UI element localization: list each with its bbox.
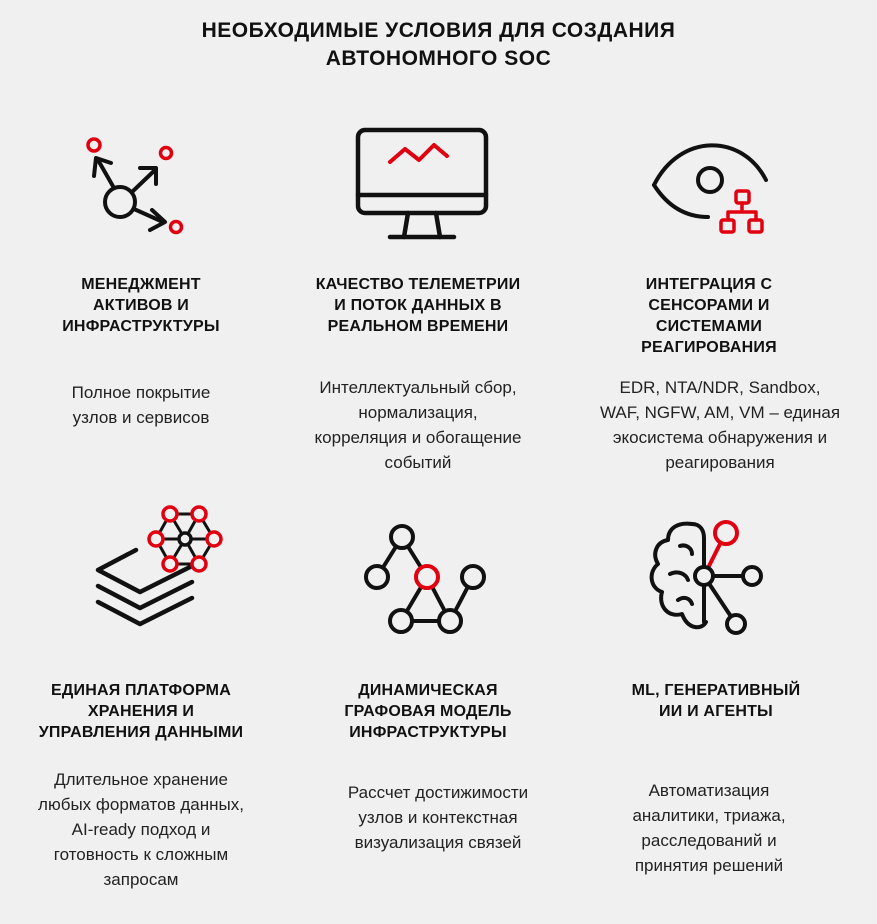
asset-arrows-icon [70,130,200,245]
desc-telemetry-quality: Интеллектуальный сбор, нормализация, корреляция и обогащение событий [314,378,522,472]
title-line-1: НЕОБХОДИМЫЕ УСЛОВИЯ ДЛЯ СОЗДАНИЯ [201,19,676,42]
desc-ml-genai: Автоматизация аналитики, триажа, расследований и принятия решений [632,781,786,875]
heading-sensor-integration: ИНТЕГРАЦИЯ С СЕНСОРАМИ И СИСТЕМАМИ РЕАГИРОВАНИЯ [641,276,777,356]
desc-data-platform: Длительное хранение любых форматов данных, AI-ready подход и готовность к сложным запросам [38,770,244,889]
desc-graph-model: Рассчет достижимости узлов и контекстная визуализация связей [347,783,529,852]
heading-ml-genai: ML, ГЕНЕРАТИВНЫЙ ИИ И АГЕНТЫ [631,682,801,720]
heading-data-platform: ЕДИНАЯ ПЛАТФОРМА ХРАНЕНИЯ И УПРАВЛЕНИЯ ДАННЫМИ [38,682,244,741]
graph-nodes-icon [358,520,493,642]
brain-network-icon [640,518,780,640]
title-line-2: АВТОНОМНОГО SOC [325,47,552,70]
heading-graph-model: ДИНАМИЧЕСКАЯ ГРАФОВАЯ МОДЕЛЬ ИНФРАСТРУКТУРЫ [344,682,512,741]
desc-sensor-integration: EDR, NTA/NDR, Sandbox, WAF, NGFW, AM, VM – единая экосистема обнаружения и реагирования [599,378,841,472]
desc-asset-management: Полное покрытие узлов и сервисов [71,383,211,427]
page-title [0,17,877,73]
data-layers-network-icon [92,494,232,644]
heading-telemetry-quality: КАЧЕСТВО ТЕЛЕМЕТРИИ И ПОТОК ДАННЫХ В РЕАЛЬНОМ ВРЕМЕНИ [315,276,521,335]
heading-asset-management: МЕНЕДЖМЕНТ АКТИВОВ И ИНФРАСТРУКТУРЫ [62,276,220,335]
monitor-chart-icon [352,125,492,243]
eye-hierarchy-icon [650,135,775,240]
